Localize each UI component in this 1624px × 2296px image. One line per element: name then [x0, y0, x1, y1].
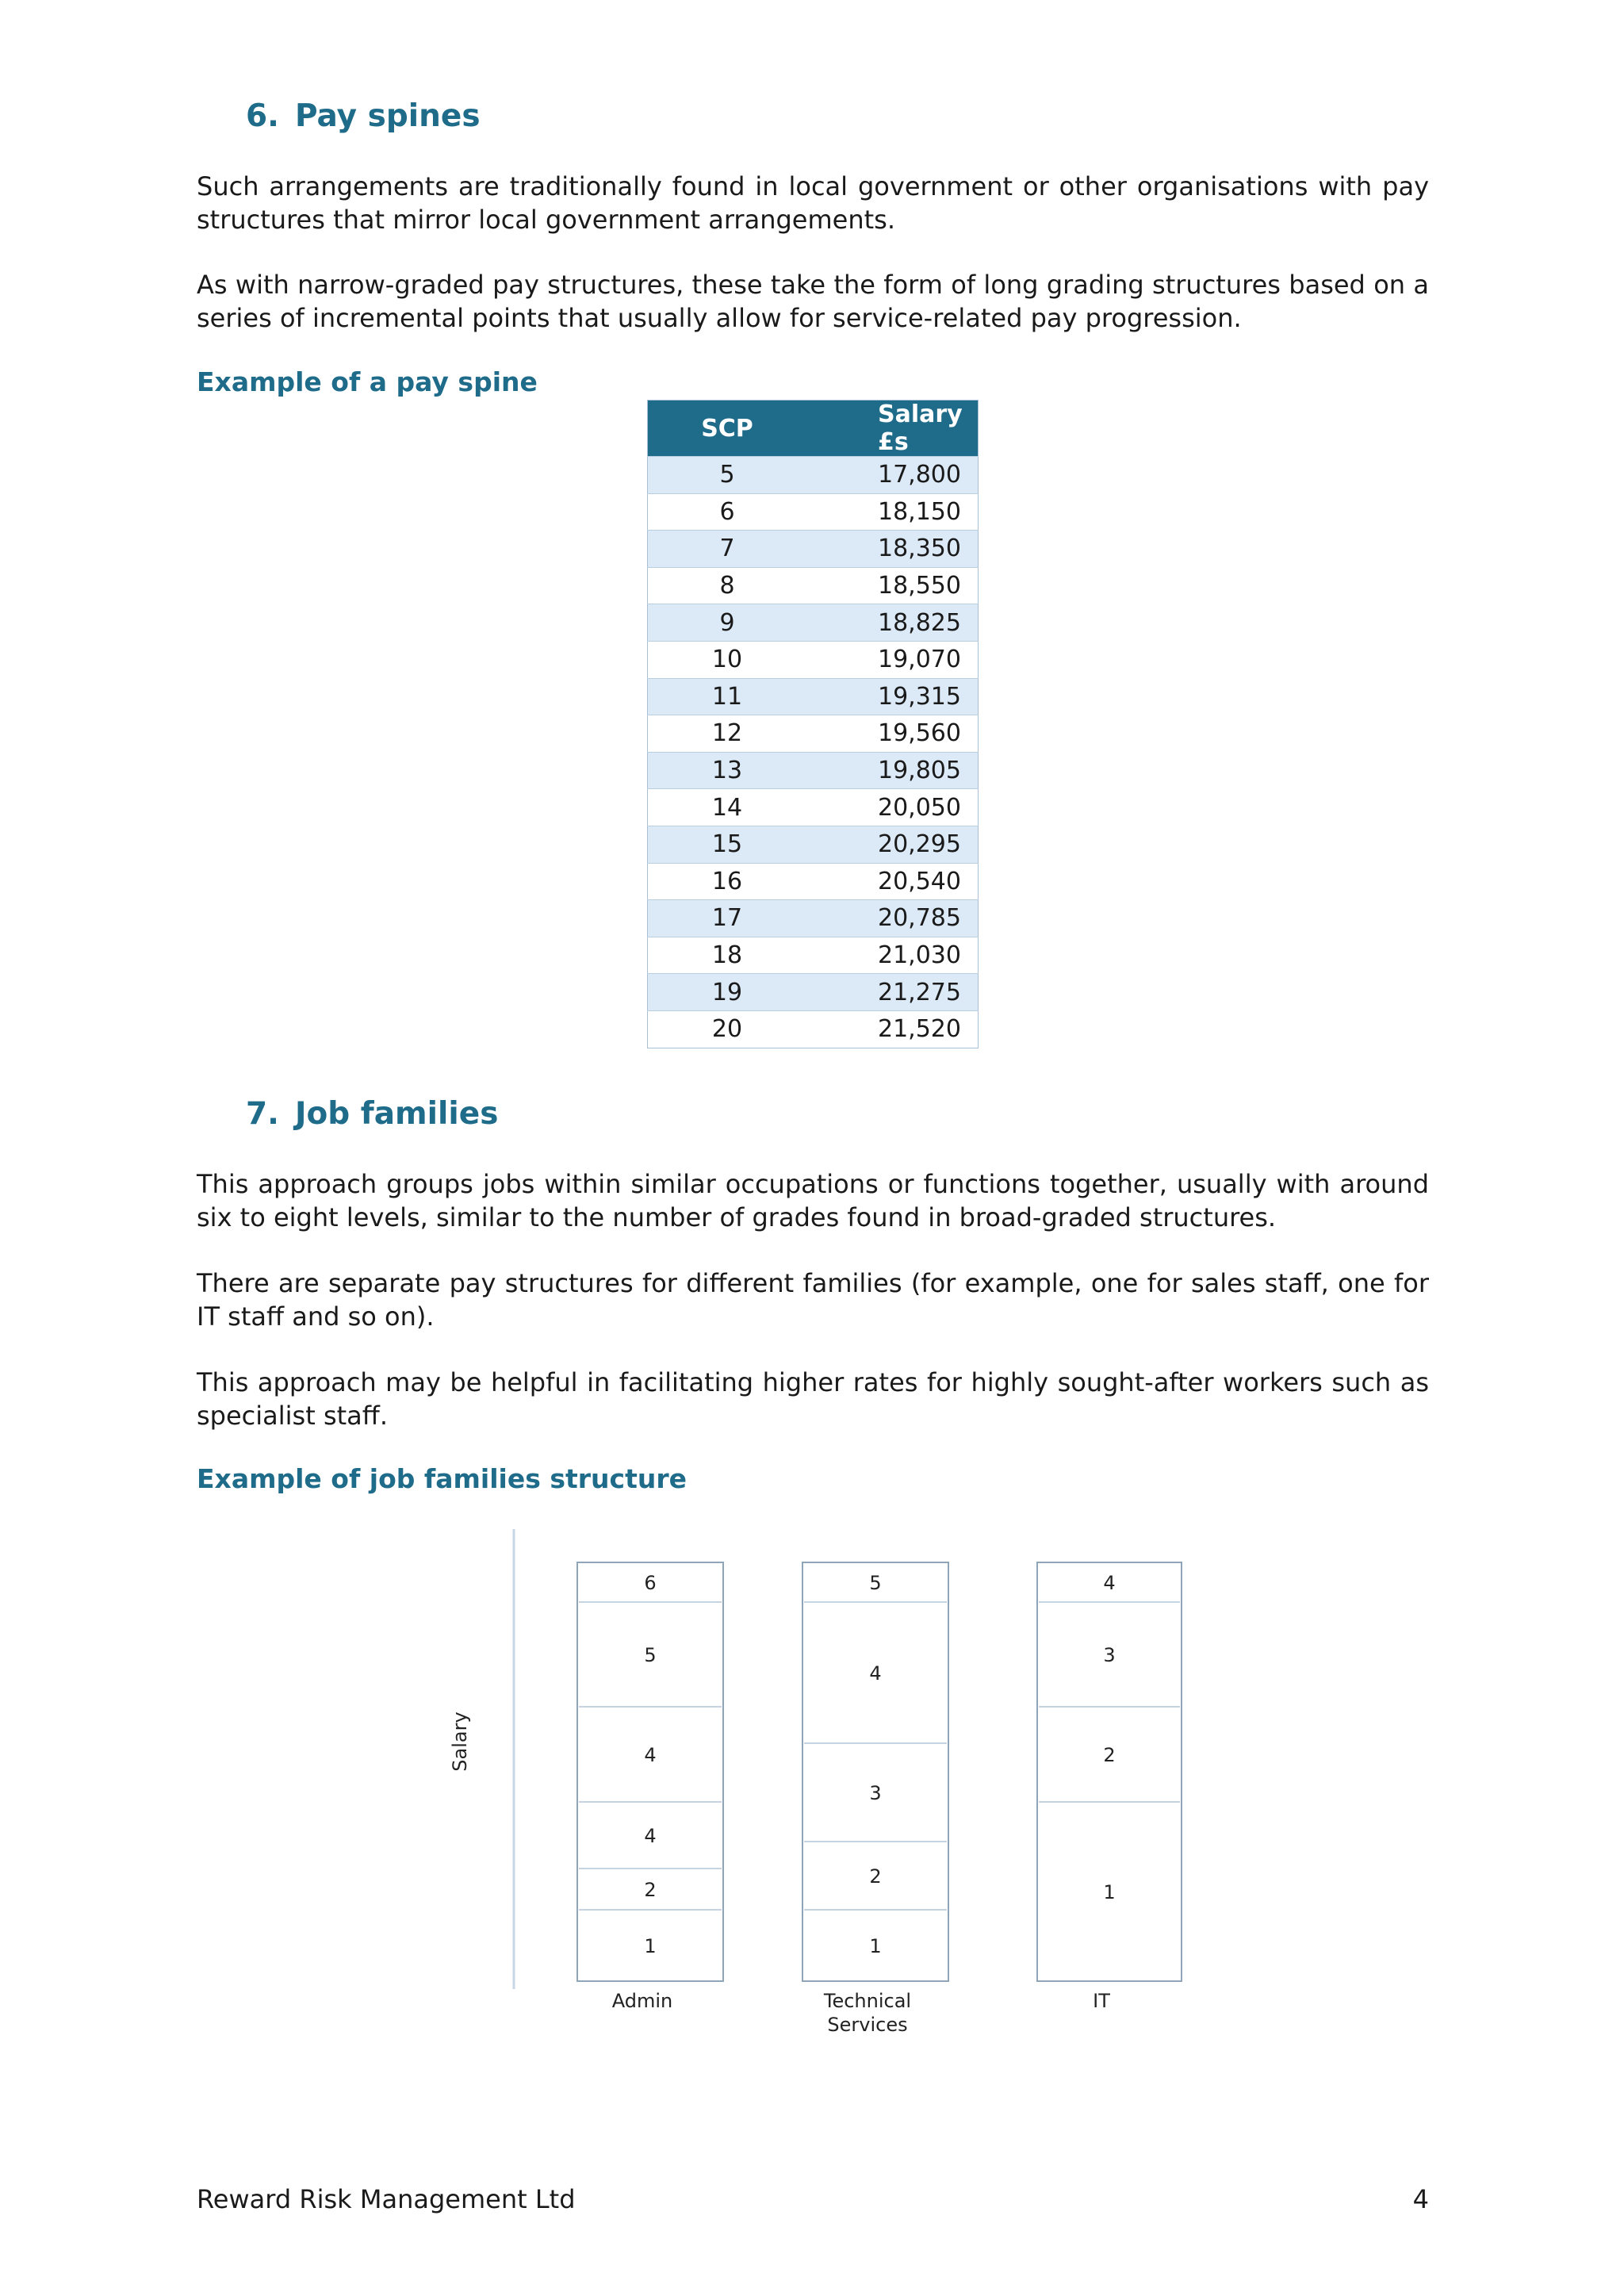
cell-scp: 12	[648, 715, 807, 753]
cell-salary: 18,150	[806, 493, 979, 531]
cell-salary: 18,825	[806, 604, 979, 642]
cell-scp: 5	[648, 457, 807, 494]
level-label: 2	[1103, 1744, 1116, 1766]
cell-salary: 20,295	[806, 826, 979, 863]
cell-scp: 9	[648, 604, 807, 642]
section-title: Job families	[294, 1096, 499, 1132]
cell-salary: 17,800	[806, 457, 979, 494]
example-heading: Example of job families structure	[197, 1463, 688, 1494]
column-header-salary: Salary £s	[806, 401, 979, 457]
cell-scp: 17	[648, 900, 807, 937]
job-family-name: IT	[1093, 1990, 1110, 2012]
footer-company: Reward Risk Management Ltd	[197, 2184, 576, 2214]
y-axis-label: Salary	[449, 1711, 471, 1772]
cell-scp: 10	[648, 641, 807, 678]
job-family-name: Admin	[611, 1990, 673, 2012]
paragraph: This approach may be helpful in facilitating higher rates for highly sought-after workers such as specialist staff.	[197, 1367, 1429, 1431]
cell-scp: 13	[648, 752, 807, 789]
level-label: 6	[644, 1572, 657, 1594]
cell-scp: 7	[648, 531, 807, 568]
cell-salary: 20,540	[806, 863, 979, 900]
cell-salary: 20,785	[806, 900, 979, 937]
job-family-column	[1037, 1562, 1182, 1981]
level-label: 5	[644, 1644, 657, 1666]
paragraph: There are separate pay structures for different families (for example, one for sales staff, one for IT staff and so on).	[197, 1268, 1429, 1332]
level-label: 5	[869, 1572, 882, 1594]
level-label: 1	[1103, 1881, 1116, 1903]
cell-scp: 14	[648, 789, 807, 826]
page-number: 4	[1412, 2184, 1429, 2214]
cell-salary: 19,805	[806, 752, 979, 789]
cell-salary: 19,070	[806, 641, 979, 678]
job-family-column	[577, 1562, 723, 1981]
level-label: 4	[644, 1744, 657, 1766]
cell-scp: 16	[648, 863, 807, 900]
cell-salary: 21,520	[806, 1010, 979, 1048]
paragraph: Such arrangements are traditionally found in local government or other organisations with pay structures that mirror local government arrangements.	[197, 171, 1429, 235]
cell-scp: 6	[648, 493, 807, 531]
cell-scp: 8	[648, 567, 807, 604]
cell-salary: 19,560	[806, 715, 979, 753]
level-label: 4	[644, 1825, 657, 1847]
cell-salary: 21,275	[806, 974, 979, 1011]
cell-salary: 20,050	[806, 789, 979, 826]
column-header-scp: SCP	[648, 401, 807, 457]
section-number: 7.	[246, 1096, 279, 1132]
job-family-column	[802, 1562, 948, 1981]
level-label: 1	[644, 1935, 657, 1957]
cell-scp: 11	[648, 678, 807, 715]
level-label: 3	[1103, 1644, 1116, 1666]
section-title: Pay spines	[294, 98, 481, 134]
cell-scp: 15	[648, 826, 807, 863]
cell-salary: 18,550	[806, 567, 979, 604]
cell-salary: 19,315	[806, 678, 979, 715]
cell-scp: 18	[648, 937, 807, 974]
cell-salary: 18,350	[806, 531, 979, 568]
cell-salary: 21,030	[806, 937, 979, 974]
level-label: 4	[869, 1662, 882, 1685]
level-label: 4	[1103, 1572, 1116, 1594]
job-family-name: Services	[827, 2014, 908, 2036]
paragraph: As with narrow-graded pay structures, these take the form of long grading structures based on a series of incremental points that usually allow for service-related pay progression.	[197, 270, 1429, 333]
cell-scp: 20	[648, 1010, 807, 1048]
level-label: 2	[869, 1865, 882, 1888]
level-label: 1	[869, 1935, 882, 1957]
level-label: 2	[644, 1879, 657, 1901]
cell-scp: 19	[648, 974, 807, 1011]
example-heading: Example of a pay spine	[197, 366, 538, 397]
level-label: 3	[869, 1782, 882, 1804]
section-number: 6.	[246, 98, 279, 134]
job-family-name: Technical	[823, 1990, 912, 2012]
paragraph: This approach groups jobs within similar occupations or functions together, usually with around six to eight levels, similar to the number of grades found in broad-graded structures.	[197, 1169, 1429, 1232]
